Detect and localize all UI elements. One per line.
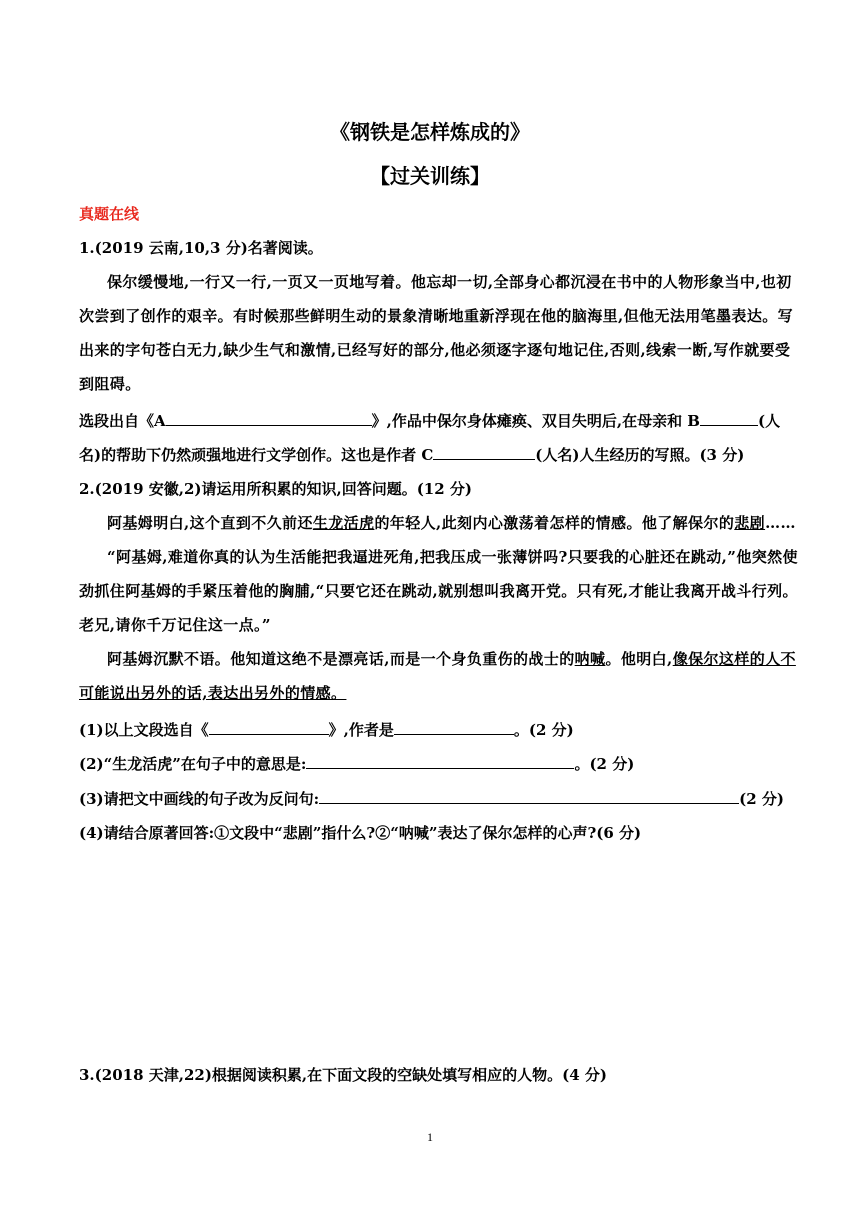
q2-sub1-text-b: 》,作者是	[328, 721, 394, 739]
q1-passage-line-4: 到阻碍。	[79, 375, 141, 393]
underlined-sentence: 像保尔这样的人不	[672, 650, 796, 668]
answer-blank-a[interactable]	[166, 411, 372, 426]
q1-fill-text-d: 名)的帮助下仍然顽强地进行文学创作。这也是作者 C	[79, 446, 434, 464]
q2-sub2-text-b: 。(2 分)	[574, 755, 635, 773]
underlined-phrase: 悲剧	[734, 514, 766, 532]
q1-fill-text-b: 》,作品中保尔身体瘫痪、双目失明后,在母亲和 B	[371, 412, 700, 430]
underlined-phrase: 呐喊	[574, 650, 606, 668]
q1-header: 1.(2019 云南,10,3 分)名著阅读。	[79, 239, 323, 257]
q3-header: 3.(2018 天津,22)根据阅读积累,在下面文段的空缺处填写相应的人物。(4 分)	[79, 1066, 607, 1084]
answer-blank-author[interactable]	[394, 720, 514, 735]
q1-fill-line-1	[79, 410, 780, 431]
q2-text-segment: 阿基姆沉默不语。他知道这绝不是漂亮话,而是一个身负重伤的战士的	[107, 650, 575, 668]
q2-sub3-text-a: (3)请把文中画线的句子改为反问句:	[79, 790, 320, 808]
q2-sub1-text-c: 。(2 分)	[513, 721, 574, 739]
q1-fill-text-e: (人名)人生经历的写照。(3 分)	[535, 446, 745, 464]
section-heading: 真题在线	[79, 205, 140, 223]
q2-text-segment: ……	[765, 514, 796, 532]
underlined-sentence-continued: 可能说出另外的话,表达出另外的情感。	[79, 684, 347, 702]
q2-text-segment: 阿基姆明白,这个直到不久前还	[107, 514, 313, 532]
q2-passage-line-2: “阿基姆,难道你真的认为生活能把我逼进死角,把我压成一张薄饼吗?只要我的心脏还在跳动,”他突然使	[107, 548, 798, 566]
q2-header: 2.(2019 安徽,2)请运用所积累的知识,回答问题。(12 分)	[79, 480, 472, 498]
q1-fill-line-2	[79, 444, 744, 465]
answer-blank-meaning[interactable]	[306, 754, 574, 769]
document-title: 《钢铁是怎样炼成的》	[330, 120, 530, 144]
answer-blank-c[interactable]	[433, 445, 535, 460]
answer-area[interactable]	[79, 856, 779, 1056]
q2-sub1	[79, 719, 574, 740]
answer-blank-book[interactable]	[209, 720, 329, 735]
answer-blank-rewrite[interactable]	[319, 789, 739, 804]
document-subtitle: 【过关训练】	[370, 164, 490, 188]
q2-sub2	[79, 753, 634, 774]
q2-sub3	[79, 788, 784, 809]
q2-text-segment: 的年轻人,此刻内心激荡着怎样的情感。他了解保尔的	[374, 514, 735, 532]
q2-sub2-text-a: (2)“生龙活虎”在句子中的意思是:	[79, 755, 307, 773]
q1-passage-line-3: 出来的字句苍白无力,缺少生气和激情,已经写好的部分,他必须逐字逐句地记住,否则,线索一断,写作就要受	[79, 341, 791, 359]
q2-passage-line-4: 老兄,请你千万记住这一点。”	[79, 616, 271, 634]
q1-passage-line-1: 保尔缓慢地,一行又一行,一页又一页地写着。他忘却一切,全部身心都沉浸在书中的人物形象当中,也初	[107, 273, 792, 291]
q2-passage-line-5	[107, 648, 796, 669]
underlined-phrase: 生龙活虎	[312, 514, 375, 532]
q2-passage-line-3: 劲抓住阿基姆的手紧压着他的胸脯,“只要它还在跳动,就别想叫我离开党。只有死,才能让我离开战斗行列。	[79, 582, 798, 600]
q2-sub4: (4)请结合原著回答:①文段中“悲剧”指什么?②“呐喊”表达了保尔怎样的心声?(6 分)	[79, 824, 642, 842]
page-number: 1	[427, 1130, 433, 1144]
q1-passage-line-2: 次尝到了创作的艰辛。有时候那些鲜明生动的景象清晰地重新浮现在他的脑海里,但他无法用笔墨表达。写	[79, 307, 794, 325]
q1-fill-text-c: (人	[758, 412, 781, 430]
q1-fill-text-a: 选段出自《A	[79, 412, 166, 430]
q2-sub3-text-b: (2 分)	[739, 790, 785, 808]
q2-sub1-text-a: (1)以上文段选自《	[79, 721, 209, 739]
q2-passage-line-1	[107, 512, 796, 533]
q2-text-segment: 。他明白,	[605, 650, 673, 668]
answer-blank-b[interactable]	[700, 411, 758, 426]
